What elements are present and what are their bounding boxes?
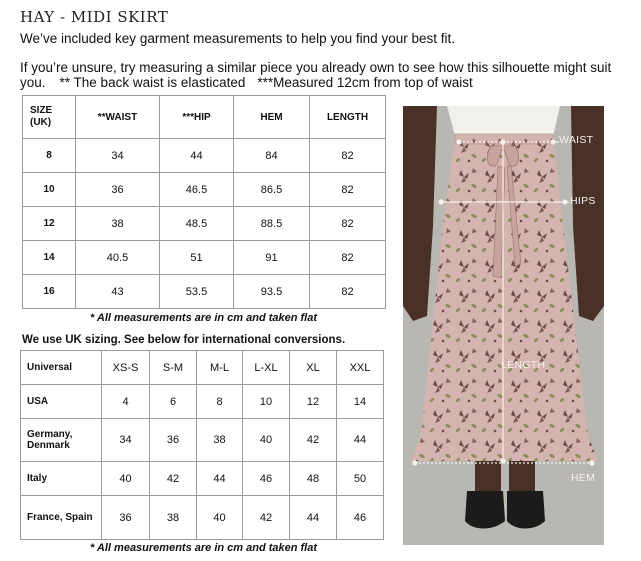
table-row xyxy=(23,207,386,241)
hip-cell: 48.5 xyxy=(160,207,234,241)
header-cell: M-L xyxy=(197,351,243,385)
size-cell: 8 xyxy=(23,139,76,173)
size-cell: 12 xyxy=(23,207,76,241)
size-cell: 16 xyxy=(23,275,76,309)
value-cell: 48 xyxy=(290,462,337,496)
value-cell: 44 xyxy=(337,419,384,462)
table-row xyxy=(23,241,386,275)
hem-cell: 86.5 xyxy=(234,173,310,207)
value-cell: 36 xyxy=(102,496,150,540)
value-cell: 10 xyxy=(243,385,290,419)
hem-cell: 84 xyxy=(234,139,310,173)
back-waist-note: ** The back waist is elasticated xyxy=(59,75,246,90)
table-row xyxy=(23,139,386,173)
product-photo xyxy=(403,106,604,545)
value-cell: 38 xyxy=(197,419,243,462)
hip-measure-note: ***Measured 12cm from top of waist xyxy=(257,75,473,90)
table-row xyxy=(23,173,386,207)
region-cell: France, Spain xyxy=(21,496,102,540)
right-shoe xyxy=(507,491,545,529)
waist-cell: 36 xyxy=(76,173,160,207)
value-cell: 46 xyxy=(243,462,290,496)
length-label: LENGTH xyxy=(501,359,546,371)
length-cell: 82 xyxy=(310,275,386,309)
hip-cell: 53.5 xyxy=(160,275,234,309)
waist-cell: 40.5 xyxy=(76,241,160,275)
table-row xyxy=(21,419,384,462)
header-cell: XL xyxy=(290,351,337,385)
value-cell: 44 xyxy=(197,462,243,496)
page-title: HAY - MIDI SKIRT xyxy=(20,8,169,26)
value-cell: 6 xyxy=(150,385,197,419)
size-cell: 10 xyxy=(23,173,76,207)
header-cell: XS-S xyxy=(102,351,150,385)
table-row xyxy=(21,462,384,496)
value-cell: 50 xyxy=(337,462,384,496)
header-cell: LENGTH xyxy=(310,96,386,139)
header-cell: SIZE (UK) xyxy=(23,96,76,139)
waist-cell: 34 xyxy=(76,139,160,173)
value-cell: 46 xyxy=(337,496,384,540)
hip-cell: 46.5 xyxy=(160,173,234,207)
waist-label: WAIST xyxy=(559,134,594,146)
length-cell: 82 xyxy=(310,241,386,275)
hem-cell: 93.5 xyxy=(234,275,310,309)
uk-sizing-note: We use UK sizing. See below for international conversions. xyxy=(22,334,346,346)
value-cell: 12 xyxy=(290,385,337,419)
value-cell: 42 xyxy=(150,462,197,496)
value-cell: 42 xyxy=(243,496,290,540)
size-cell: 14 xyxy=(23,241,76,275)
left-shoe xyxy=(465,491,505,529)
value-cell: 40 xyxy=(102,462,150,496)
header-cell: HEM xyxy=(234,96,310,139)
hem-label: HEM xyxy=(571,472,596,484)
hem-cell: 88.5 xyxy=(234,207,310,241)
value-cell: 34 xyxy=(102,419,150,462)
unsure-text: If you’re unsure, try measuring a similar piece you already own to see how this silhouette might suit you. xyxy=(20,60,612,90)
size-measurements-table xyxy=(22,95,386,309)
table-header-row xyxy=(23,96,386,139)
table-row xyxy=(21,385,384,419)
value-cell: 42 xyxy=(290,419,337,462)
header-cell: ***HIP xyxy=(160,96,234,139)
value-cell: 36 xyxy=(150,419,197,462)
region-cell: Italy xyxy=(21,462,102,496)
intro-text: We’ve included key garment measurements to help you find your best fit. xyxy=(20,31,455,46)
hips-label: HIPS xyxy=(570,195,596,207)
header-cell: XXL xyxy=(337,351,384,385)
value-cell: 38 xyxy=(150,496,197,540)
hem-cell: 91 xyxy=(234,241,310,275)
white-top xyxy=(447,106,560,136)
value-cell: 4 xyxy=(102,385,150,419)
table-row xyxy=(21,496,384,540)
region-cell: USA xyxy=(21,385,102,419)
table-row xyxy=(23,275,386,309)
value-cell: 40 xyxy=(197,496,243,540)
header-cell: **WAIST xyxy=(76,96,160,139)
hip-cell: 44 xyxy=(160,139,234,173)
length-cell: 82 xyxy=(310,207,386,241)
value-cell: 40 xyxy=(243,419,290,462)
size-table-footnote: * All measurements are in cm and taken flat xyxy=(90,312,318,324)
conversion-table-footnote: * All measurements are in cm and taken flat xyxy=(90,542,318,554)
region-cell: Germany, Denmark xyxy=(21,419,102,462)
measuring-advice xyxy=(20,60,625,90)
length-cell: 82 xyxy=(310,139,386,173)
table-header-row xyxy=(21,351,384,385)
header-cell: L-XL xyxy=(243,351,290,385)
size-conversion-table xyxy=(20,350,384,540)
header-cell: Universal xyxy=(21,351,102,385)
length-cell: 82 xyxy=(310,173,386,207)
waist-cell: 38 xyxy=(76,207,160,241)
value-cell: 44 xyxy=(290,496,337,540)
waist-cell: 43 xyxy=(76,275,160,309)
value-cell: 14 xyxy=(337,385,384,419)
hip-cell: 51 xyxy=(160,241,234,275)
value-cell: 8 xyxy=(197,385,243,419)
header-cell: S-M xyxy=(150,351,197,385)
